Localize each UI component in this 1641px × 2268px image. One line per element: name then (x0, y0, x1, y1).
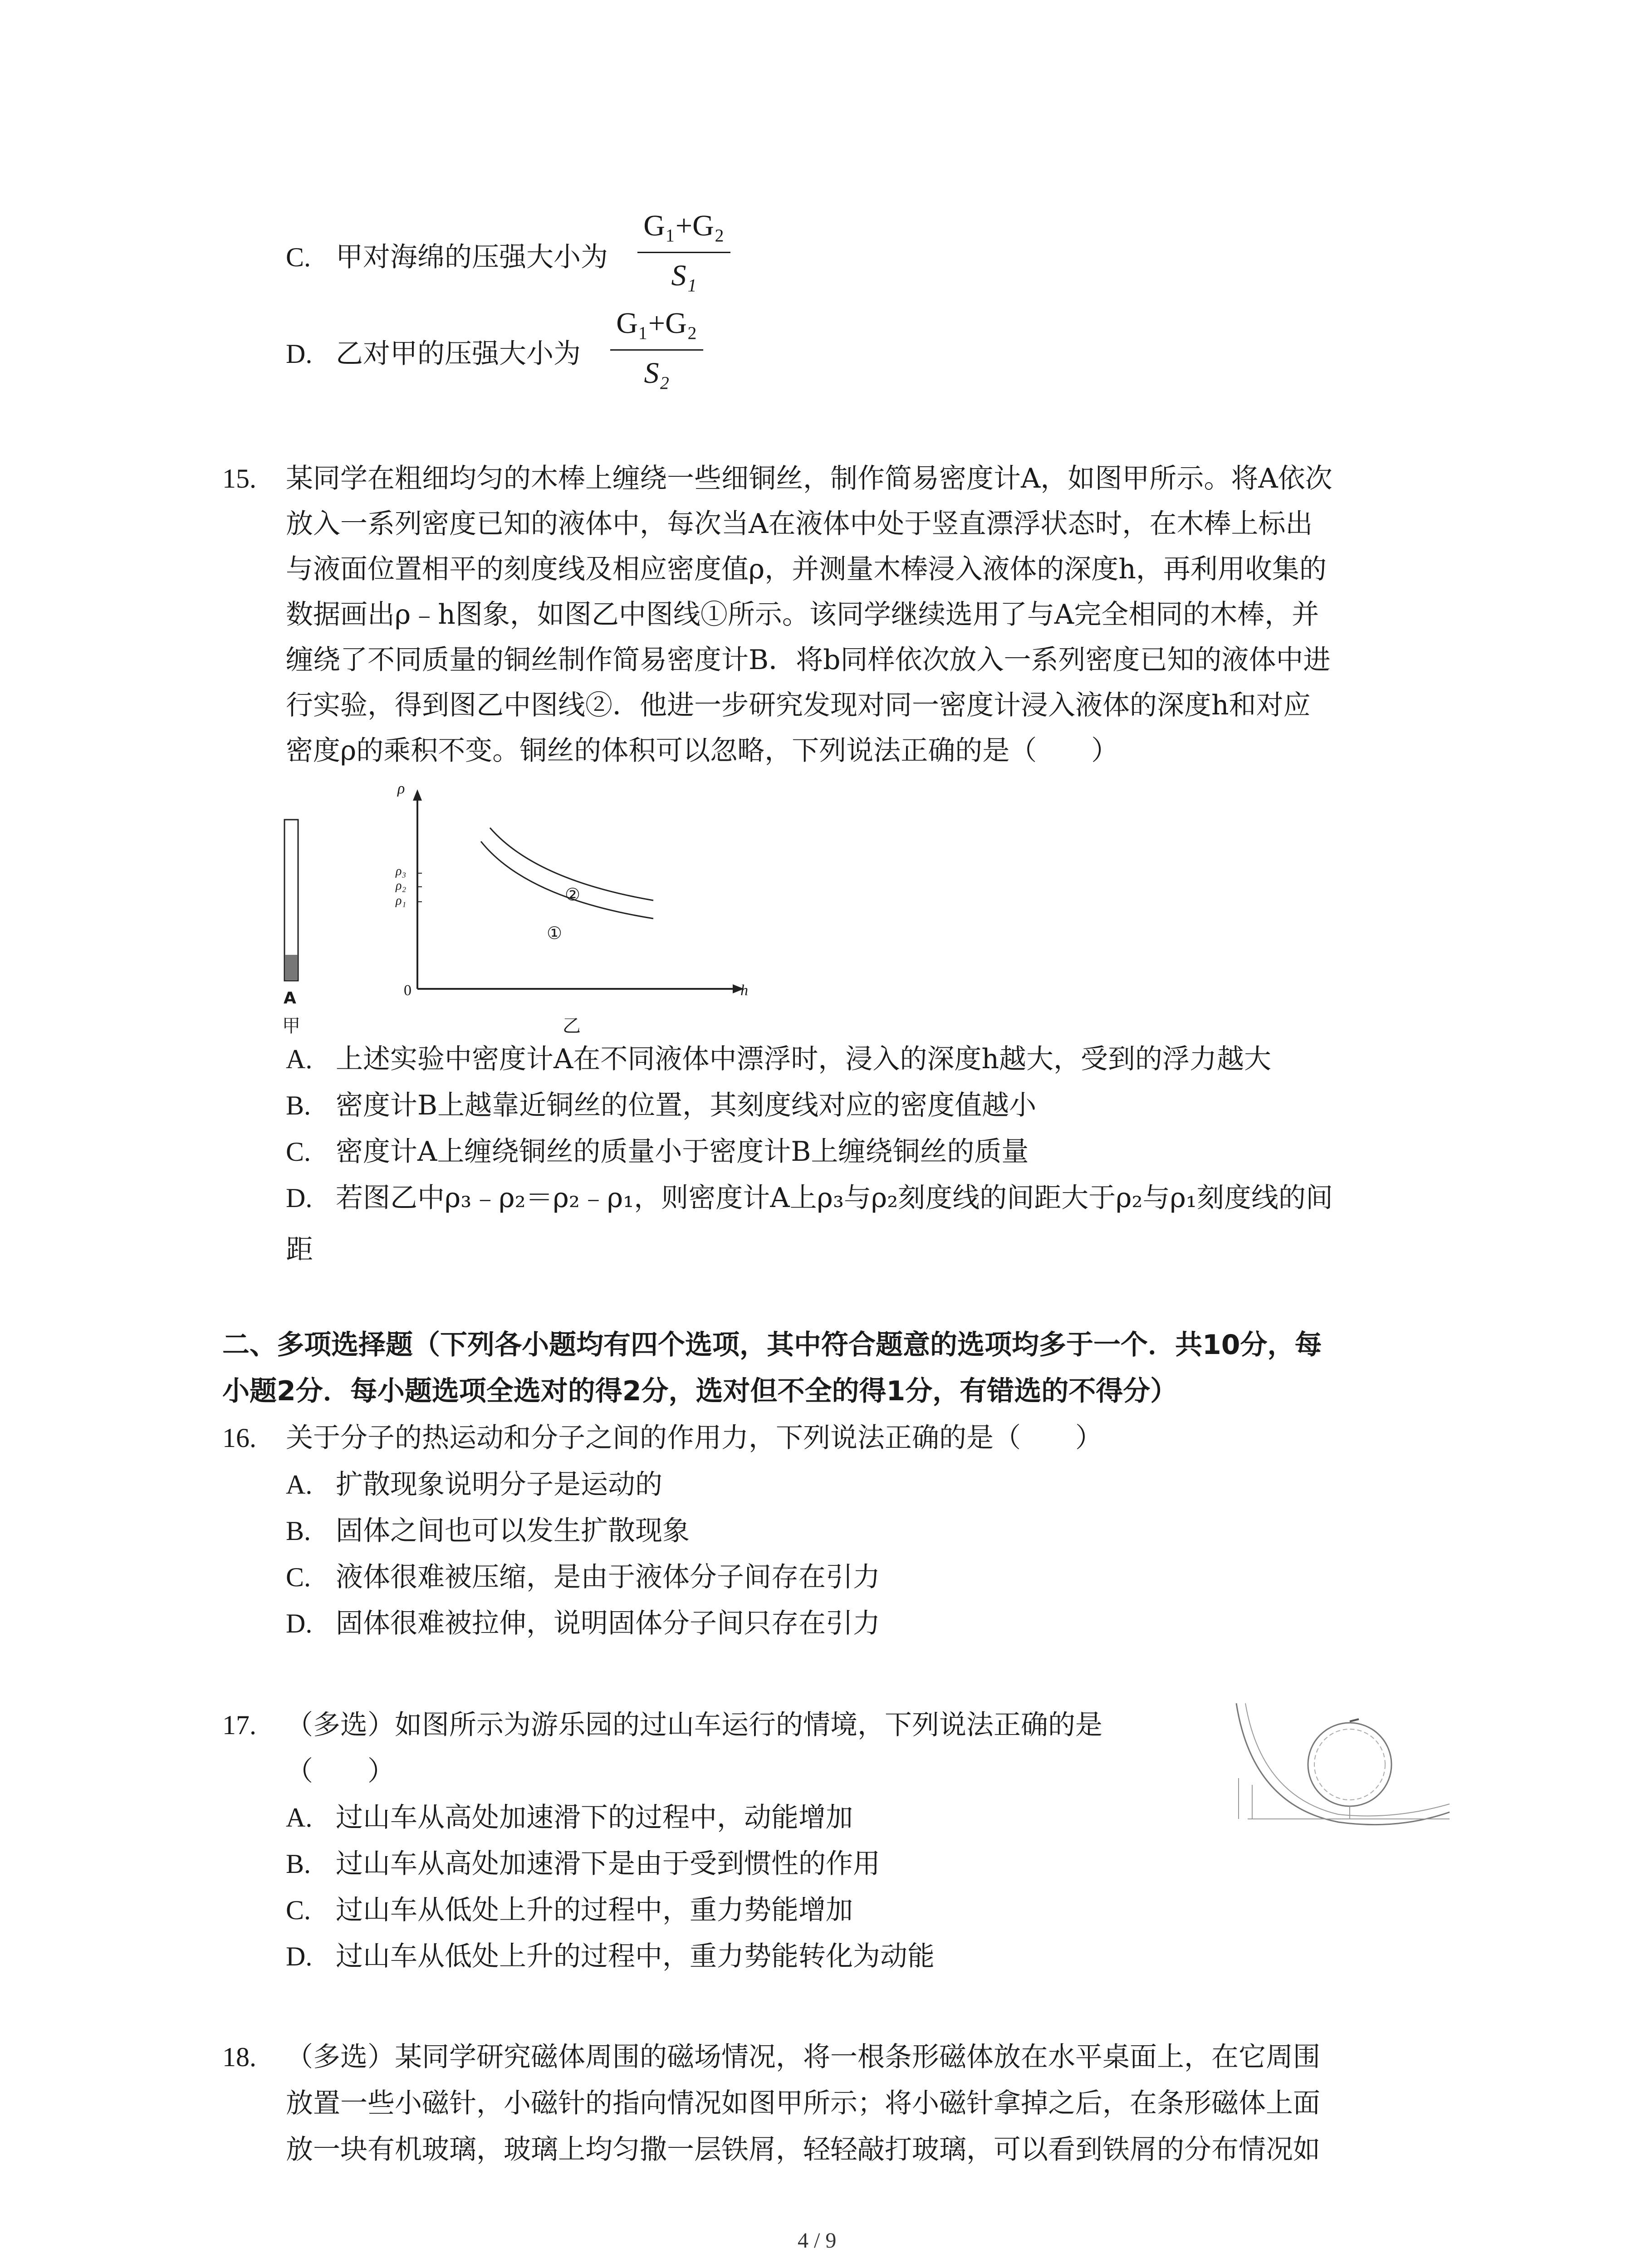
option-text: 密度计A上缠绕铜丝的质量小于密度计B上缠绕铜丝的质量 (336, 1136, 1029, 1168)
option-label: B. (286, 1090, 311, 1120)
question-text-line: 放置一些小磁针，小磁针的指向情况如图甲所示；将小磁针拿掉之后，在条形磁体上面 (286, 2087, 1320, 2119)
option-text: 密度计B上越靠近铜丝的位置，其刻度线对应的密度值越小 (336, 1090, 1037, 1121)
option-text: 过山车从低处上升的过程中，重力势能转化为动能 (336, 1941, 935, 1972)
option-label: D. (286, 1941, 313, 1971)
option-label: C. (286, 1895, 311, 1925)
option-text: 固体之间也可以发生扩散现象 (336, 1515, 690, 1547)
option-text: 扩散现象说明分子是运动的 (336, 1469, 662, 1501)
question-number: 16. (222, 1423, 256, 1453)
option-label: B. (286, 1849, 311, 1879)
y-axis-arrow (413, 789, 422, 801)
figure-caption-yi: 乙 (563, 1016, 581, 1036)
question-text-line: 行实验，得到图乙中图线②．他进一步研究发现对同一密度计浸入液体的深度h和对应 (286, 689, 1311, 721)
question-number: 17. (222, 1710, 256, 1740)
option-label: C. (286, 1137, 311, 1167)
coaster-track-inner (1245, 1703, 1450, 1816)
option-text: 若图乙中ρ₃﹣ρ₂＝ρ₂﹣ρ₁，则密度计A上ρ₃与ρ₂刻度线的间距大于ρ₂与ρ₁刻度线的间 (336, 1182, 1333, 1214)
fraction-bar (637, 252, 730, 253)
section-heading-line: 二、多项选择题（下列各小题均有四个选项，其中符合题意的选项均多于一个．共10分，每 (222, 1329, 1322, 1361)
option-label: C. (286, 1562, 311, 1592)
option-text: 过山车从高处加速滑下是由于受到惯性的作用 (336, 1848, 880, 1880)
question-number: 18. (222, 2042, 256, 2072)
question-text-line: 关于分子的热运动和分子之间的作用力，下列说法正确的是（ ） (286, 1422, 1102, 1454)
option-label: C. (286, 242, 311, 272)
question-text-line: 放一块有机玻璃，玻璃上均匀撒一层铁屑，轻轻敲打玻璃，可以看到铁屑的分布情况如 (286, 2134, 1320, 2165)
x-axis-label: h (740, 982, 748, 999)
rod-label: A (284, 989, 296, 1007)
option-label: A. (286, 1803, 313, 1833)
fraction-denominator: S₂ (644, 357, 670, 390)
figure-caption-jia: 甲 (282, 1016, 300, 1036)
question-text-line: 放入一系列密度已知的液体中，每次当A在液体中处于竖直漂浮状态时，在木棒上标出 (286, 508, 1313, 540)
option-label: A. (286, 1470, 313, 1500)
curve-1-label: ① (547, 923, 563, 943)
option-label: D. (286, 1183, 313, 1213)
question-text-line: （多选）如图所示为游乐园的过山车运行的情境，下列说法正确的是 (286, 1709, 1102, 1741)
copper-wire-coil (285, 955, 298, 980)
densimeter-rod-figure (272, 819, 309, 987)
option-text: 上述实验中密度计A在不同液体中漂浮时，浸入的深度h越大，受到的浮力越大 (336, 1043, 1271, 1075)
fraction (610, 306, 703, 401)
option-text: 固体很难被拉伸，说明固体分子间只存在引力 (336, 1608, 880, 1639)
option-text: 过山车从低处上升的过程中，重力势能增加 (336, 1894, 853, 1926)
option-label: A. (286, 1044, 313, 1074)
coaster-loop-inner (1314, 1729, 1385, 1800)
coaster-car (1350, 1719, 1359, 1721)
section-heading-line: 小题2分．每小题选项全选对的得2分，选对但不全的得1分，有错选的不得分） (222, 1375, 1178, 1407)
question-text-line: （ ） (286, 1755, 395, 1787)
coaster-loop (1308, 1723, 1391, 1806)
roller-coaster-figure (1234, 1699, 1452, 1830)
fraction-numerator: G₁+G₂ (643, 209, 725, 242)
option-label: D. (286, 339, 313, 369)
coaster-track-outer (1236, 1703, 1450, 1825)
tick-label-rho3: ρ₃ (396, 864, 407, 878)
curve-1 (481, 841, 653, 919)
option-label: D. (286, 1608, 313, 1638)
fraction-denominator: S₁ (671, 259, 697, 292)
option-text: 乙对甲的压强大小为 (336, 338, 581, 370)
option-text-continued: 距 (286, 1234, 313, 1266)
fraction (637, 209, 730, 304)
origin-label: 0 (404, 982, 411, 999)
y-axis-label: ρ (397, 780, 405, 797)
option-text: 过山车从高处加速滑下的过程中，动能增加 (336, 1802, 853, 1833)
option-label: B. (286, 1516, 311, 1546)
question-text-line: 与液面位置相平的刻度线及相应密度值ρ，并测量木棒浸入液体的深度h，再利用收集的 (286, 553, 1327, 585)
tick-label-rho1: ρ₁ (396, 894, 407, 908)
fraction-bar (610, 349, 703, 351)
question-text-line: （多选）某同学研究磁体周围的磁场情况，将一根条形磁体放在水平桌面上，在它周围 (286, 2041, 1320, 2073)
question-text-line: 某同学在粗细均匀的木棒上缠绕一些细铜丝，制作简易密度计A，如图甲所示。将A依次 (286, 463, 1332, 494)
option-text: 甲对海绵的压强大小为 (336, 241, 608, 273)
page-number: 4 / 9 (798, 2229, 837, 2253)
question-number: 15. (222, 464, 256, 494)
curve-2-label: ② (565, 885, 581, 904)
question-text-line: 密度ρ的乘积不变。铜丝的体积可以忽略，下列说法正确的是（ ） (286, 735, 1119, 767)
tick-label-rho2: ρ₂ (396, 879, 407, 893)
option-text: 液体很难被压缩，是由于液体分子间存在引力 (336, 1561, 880, 1593)
question-text-line: 缠绕了不同质量的铜丝制作简易密度计B．将b同样依次放入一系列密度已知的液体中进 (286, 644, 1331, 676)
question-text-line: 数据画出ρ﹣h图象，如图乙中图线①所示。该同学继续选用了与A完全相同的木棒，并 (286, 599, 1319, 631)
fraction-numerator: G₁+G₂ (616, 307, 697, 340)
